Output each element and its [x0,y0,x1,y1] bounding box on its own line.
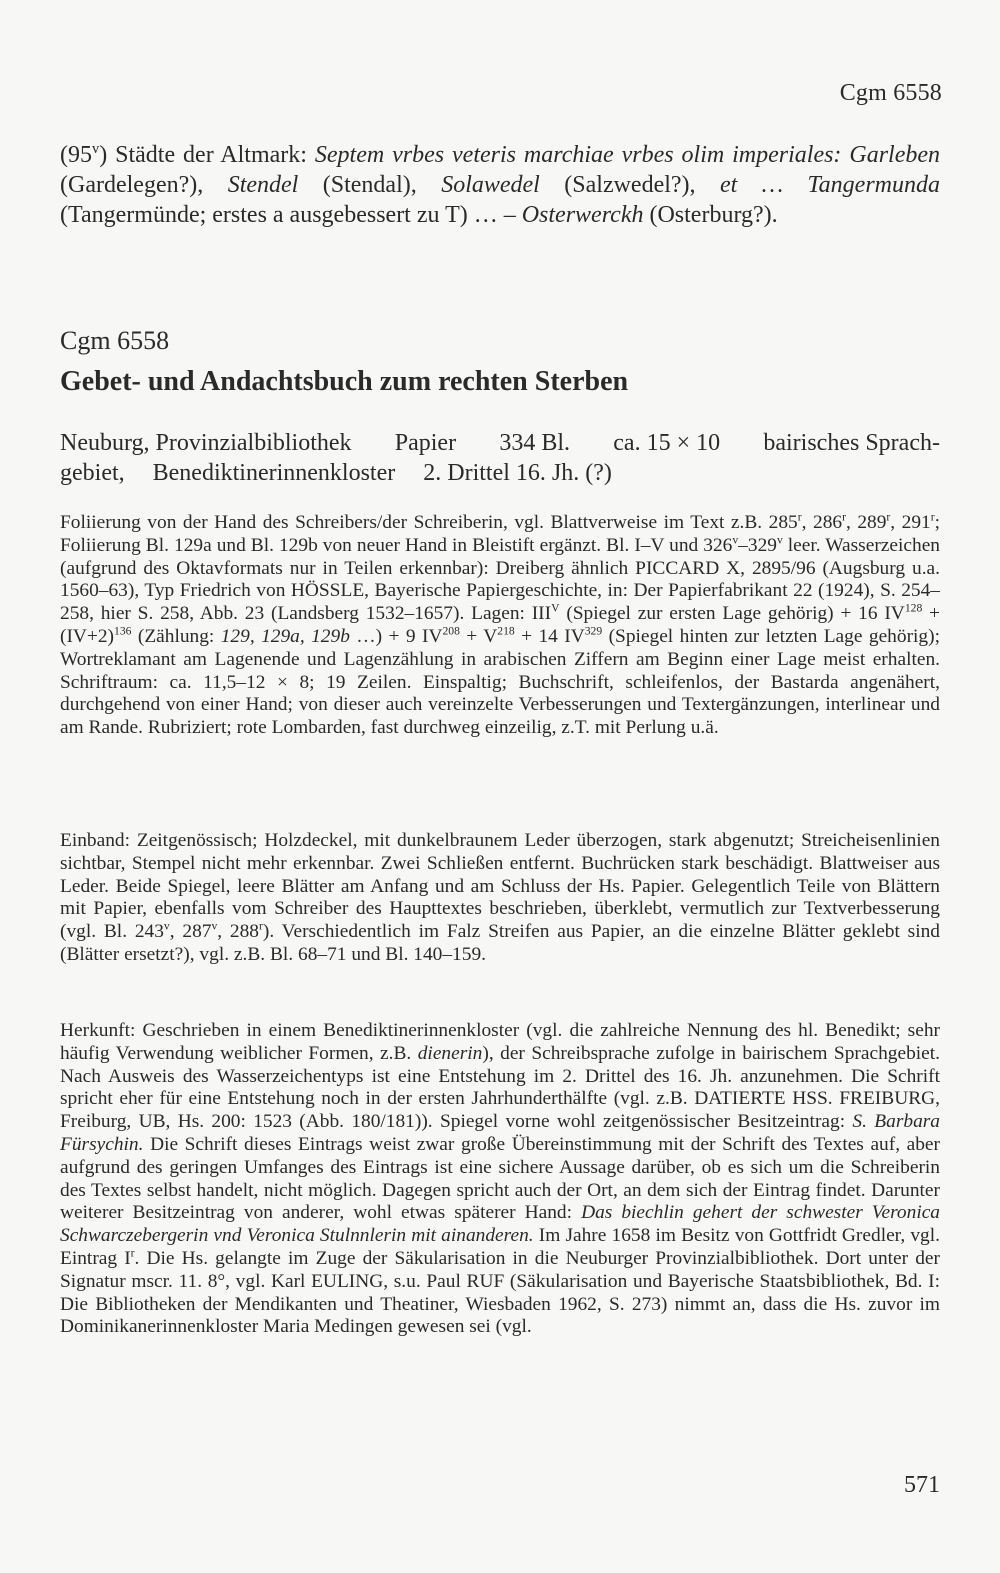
codicology-paragraph: Foliierung von der Hand des Schreibers/der Schreiberin, vgl. Blattverweise im Text z.B. 285$^r$, 286$^r$, 289$^r$, 291$^r$; Foliierung Bl. 129a und Bl. 129b von neuer Hand in Bleistift ergänzt. Bl. I–V und 326$^v$–329$^v$ leer. Wasserzeichen (aufgrund des Oktavformats nur in Teilen erkennbar): Dreiberg ähnlich PICCARD X, 2895/96 (Augsburg u.a. 1560–63), Typ Friedrich von HÖSSLE, Bayerische Papiergeschichte, in: Der Papierfabrikant 22 (1924), S. 254–258, hier S. 258, Abb. 23 (Landsberg 1532–1657). Lagen: $III^V$ (Spiegel zur ersten Lage gehörig) + 16 $IV^{128} + (IV+2)^{136}$ (Zählung: 129, 129a, 129b …) + 9 $IV^{208} + V^{218} + 14$ IV$^{329}$ (Spiegel hinten zur letzten Lage gehörig); Wortreklamant am Lagenende und Lagenzählung in arabischen Ziffern am Beginn einer Lage meist erhalten. Schriftraum: ca. 11,5–12 × 8; 19 Zeilen. Einspaltig; Buchschrift, schleifenlos, der Bastarda angenähert, durchgehend von einer Hand; von dieser auch vereinzelte Verbesserungen und Textergänzungen, interlinear und am Rande. Rubriziert; rote Lombarden, fast durchweg einzeilig, z.T. mit Perlung u.ä. [60,510,941,739]
shelfmark: Cgm 6558 [60,326,170,355]
binding-paragraph: Einband: Zeitgenössisch; Holzdeckel, mit dunkelbraunem Leder überzogen, stark abgenutzt; Streicheisenlinien sichtbar, Stempel nicht mehr erkennbar. Zwei Schließen entfernt. Buchrücken stark beschädigt. Blattweiser aus Leder. Beide Spiegel, leere Blätter am Anfang und am Schluss der Hs. Papier. Gelegentlich Teile von Blättern mit Papier, ebenfalls vom Schreiber des Haupttextes beschrieben, überklebt, vermutlich zur Textverbesserung (vgl. Bl. 243$^v$, 287$^v$, 288$^r$). Verschiedentlich im Falz Streifen aus Papier, an die einzelne Blätter geklebt sind (Blätter ersetzt?), vgl. z.B. Bl. 68–71 und Bl. 140–159. [60,830,940,965]
meta-date: 2. Drittel 16. Jh. (?) [423,460,612,486]
entry-title: Gebet- und Andachtsbuch zum rechten Sterben [60,366,629,397]
meta-size: ca. 15 × 10 [613,430,721,456]
meta-leaves: 334 Bl. [499,430,571,456]
meta-language: bairisches Sprach- [763,430,940,456]
provenance-paragraph: Herkunft: Geschrieben in einem Benediktinerinnenkloster (vgl. die zahlreiche Nennung des hl. Benedikt; sehr häufig Verwendung weiblicher Formen, z.B. dienerin), der Schreibsprache zufolge in bairischem Sprachgebiet. Nach Ausweis des Wasserzeichentyps ist eine Entstehung im 2. Drittel des 16. Jh. anzunehmen. Die Schrift spricht eher für eine Entstehung noch in der ersten Jahrhunderthälfte (vgl. z.B. DATIERTE HSS. FREIBURG, Freiburg, UB, Hs. 200: 1523 (Abb. 180/181)). Spiegel vorne wohl zeitgenössischer Besitzeintrag: S. Barbara Fürsychin. Die Schrift dieses Eintrags weist zwar große Übereinstimmung mit der Schrift des Textes auf, aber aufgrund des geringen Umfanges des Eintrags ist eine sichere Aussage darüber, ob es sich um die Schreiberin des Textes selbst handelt, nicht möglich. Dagegen spricht auch der Ort, an dem sich der Eintrag findet. Darunter weiterer Besitzeintrag von anderer, wohl etwas späterer Hand: Das biechlin gehert der schwester Veronica Schwarczebergerin vnd Veronica Stulnnlerin mit ainanderen. Im Jahre 1658 im Besitz von Gottfridt Gredler, vgl. Eintrag $I^r$. Die Hs. gelangte im Zuge der Säkularisation in die Neuburger Provinzialbibliothek. Dort unter der Signatur mscr. 11. 8°, vgl. Karl EULING, s.u. Paul RUF (Säkularisation und Bayerische Staatsbibliothek, Bd. I: Die Bibliotheken der Mendikanten und Theatiner, Wiesbaden 1962, S. 273) nimmt an, dass die Hs. zuvor im Dominikanerinnenkloster Maria Medingen gewesen sei (vgl. [60,1020,941,1338]
meta-row [60,458,940,488]
meta-location: Neuburg, Provinzialbibliothek [60,430,352,456]
page-number: 571 [904,1472,940,1498]
meta-row [60,428,940,458]
meta-origin: Benediktinerinnenkloster [152,460,396,486]
meta-material: Papier [394,430,457,456]
entry-meta [60,428,940,488]
meta-language-cont: gebiet, [60,460,125,486]
running-head: Cgm 6558 [839,80,942,106]
intro-paragraph: (95$^v$) Städte der Altmark: Septem vrbes veteris marchiae vrbes olim imperiales: Garleben (Gardelegen?), Stendel (Stendal), Solawedel (Salzwedel?), et … Tangermunda (Tangermünde; erstes a ausgebessert zu T) … – Osterwerckh (Osterburg?). [60,141,941,228]
